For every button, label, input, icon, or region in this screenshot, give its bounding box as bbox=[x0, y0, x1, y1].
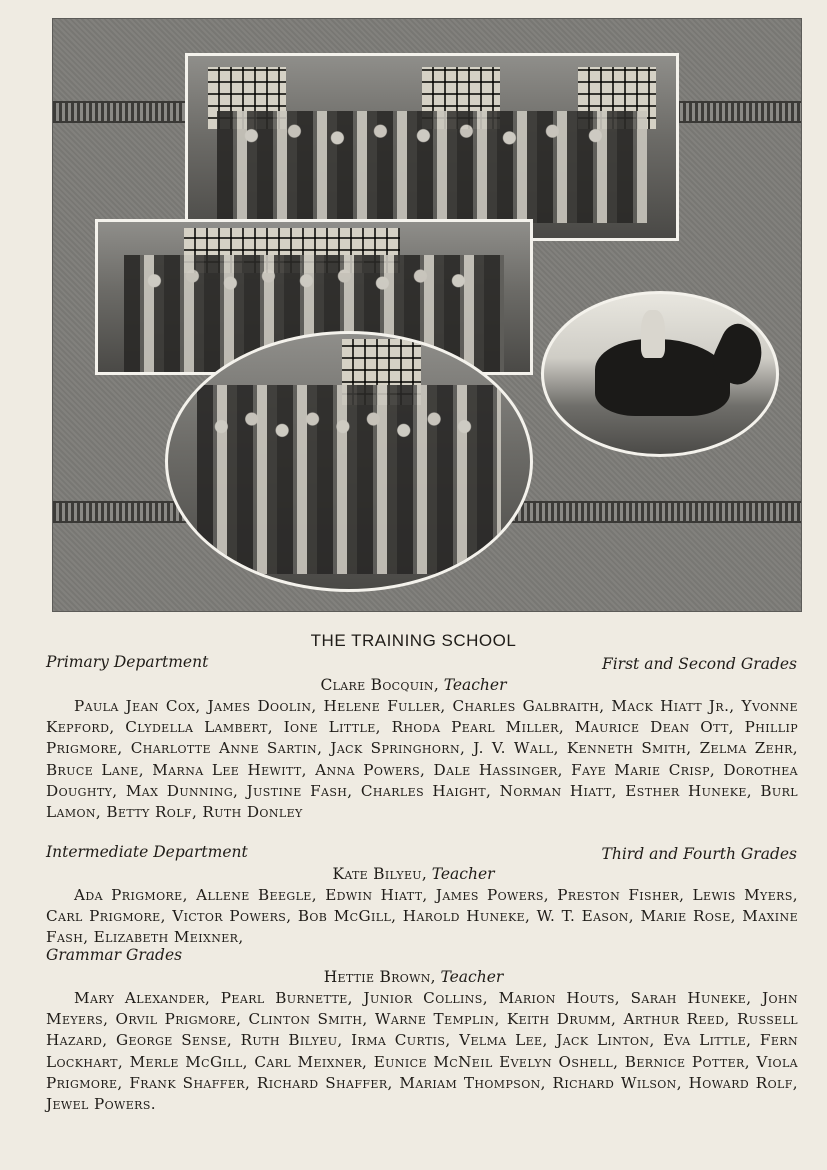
intermediate-teacher: Kate Bilyeu, Teacher bbox=[332, 865, 495, 883]
primary-teacher-name: Clare Bocquin bbox=[320, 676, 434, 694]
grammar-teacher-role: Teacher bbox=[440, 968, 504, 986]
intermediate-teacher-name: Kate Bilyeu bbox=[332, 865, 422, 883]
primary-teacher-role: Teacher bbox=[443, 676, 507, 694]
primary-teacher: Clare Bocquin, Teacher bbox=[320, 676, 507, 694]
page-title: THE TRAINING SCHOOL bbox=[310, 631, 517, 650]
primary-grades-heading: First and Second Grades bbox=[601, 655, 797, 673]
class-photo-primary bbox=[185, 53, 679, 241]
grammar-teacher: Hettie Brown, Teacher bbox=[323, 968, 504, 986]
grammar-grades-heading: Grammar Grades bbox=[46, 946, 183, 964]
intermediate-department-heading: Intermediate Department bbox=[46, 843, 248, 861]
horse-and-rider-photo bbox=[541, 291, 779, 457]
grammar-teacher-name: Hettie Brown bbox=[323, 968, 431, 986]
primary-student-list: Paula Jean Cox, James Doolin, Helene Fuller, Charles Galbraith, Mack Hiatt Jr., Yvonne Kepford, Clydella Lambert, Ione Little, Rhoda Pearl Miller, Maurice Dean Ott, Phillip Prigmore, Charlotte Anne Sartin, Jack Springhorn, J. V. Wall, Kenneth Smith, Zelma Zehr, Bruce Lane, Marna Lee Hewitt, Anna Powers, Dale Hassinger, Faye Marie Crisp, Dorothea Doughty, Max Dunning, Justine Fash, Charles Haight, Norman Hiatt, Esther Huneke, Burl Lamon, Betty Rolf, Ruth Donley bbox=[46, 697, 798, 822]
class-photo-grammar bbox=[165, 331, 533, 592]
photo-collage bbox=[52, 18, 802, 612]
primary-department-heading: Primary Department bbox=[46, 653, 209, 671]
grammar-student-list: Mary Alexander, Pearl Burnette, Junior Collins, Marion Houts, Sarah Huneke, John Meyers, Orvil Prigmore, Clinton Smith, Warne Templin, Keith Drumm, Arthur Reed, Russell Hazard, George Sense, Ruth Bilyeu, Irma Curtis, Velma Lee, Jack Linton, Eva Little, Fern Lockhart, Merle McGill, Carl Meixner, Eunice McNeil Evelyn Oshell, Bernice Potter, Viola Prigmore, Frank Shaffer, Richard Shaffer, Mariam Thompson, Richard Wilson, Howard Rolf, Jewel Powers. bbox=[46, 989, 798, 1114]
intermediate-student-list: Ada Prigmore, Allene Beegle, Edwin Hiatt, James Powers, Preston Fisher, Lewis Myers, Carl Prigmore, Victor Powers, Bob McGill, Harold Huneke, W. T. Eason, Marie Rose, Maxine Fash, Elizabeth Meixner, bbox=[46, 886, 798, 947]
intermediate-teacher-role: Teacher bbox=[431, 865, 495, 883]
intermediate-grades-heading: Third and Fourth Grades bbox=[601, 845, 797, 863]
